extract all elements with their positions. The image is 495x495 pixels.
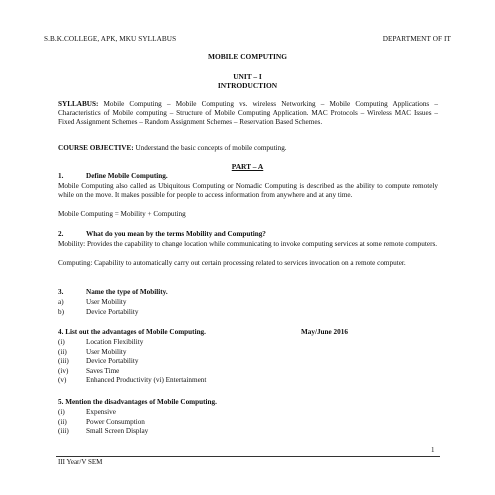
list-item: (iv) Saves Time (58, 366, 120, 375)
page-number: 1 (431, 446, 435, 454)
document-title: MOBILE COMPUTING (207, 52, 288, 61)
question-2-number: 2. (58, 230, 64, 238)
question-2-mobility: Mobility: Provides the capability to change location while communicating to invoke computing services at some remote computers. (58, 240, 438, 248)
list-item: (i) Expensive (58, 408, 116, 416)
question-2-title: What do you mean by the terms Mobility and Computing? (86, 230, 266, 238)
question-4-date: May/June 2016 (301, 328, 348, 336)
question-1-heading (58, 172, 438, 180)
question-5-heading (58, 398, 438, 406)
question-3-list (58, 298, 139, 317)
objective-label: COURSE OBJECTIVE: (58, 144, 134, 152)
list-item: (v) Enhanced Productivity (vi) Entertainment (58, 376, 207, 385)
footer-year-semester: III Year/V SEM (58, 458, 103, 466)
question-1-number: 1. (58, 172, 64, 180)
question-1-formula: Mobile Computing = Mobility + Computing (58, 210, 186, 218)
syllabus-paragraph (58, 100, 438, 128)
question-4-list (58, 338, 206, 386)
question-3-number: 3. (58, 288, 64, 296)
question-3-title: Name the type of Mobility. (86, 288, 168, 296)
list-item: (i) Location Flexibility (58, 338, 144, 346)
question-1-answer: Mobile Computing also called as Ubiquitous Computing or Nomadic Computing is described as the ability to compute remotely while on the move. It makes possible for people to access information from anywhere and at any time. (58, 182, 438, 200)
question-4-title: 4. List out the advantages of Mobile Computing. (58, 328, 206, 336)
question-2-computing: Computing: Capability to automatically carry out certain processing related to services invocation on a remote computer. (58, 259, 406, 267)
list-item: (ii) Power Consumption (58, 417, 145, 426)
objective-paragraph (58, 144, 438, 153)
syllabus-text: Mobile Computing – Mobile Computing vs. wireless Networking – Mobile Computing Applications – Characteristics of Mobile computing – Structure of Mobile Computing Application. MAC Protocols – Wireless MAC Issues – Fixed Assignment Schemes – Random Assignment Schemes – Reservation Based Schemes. (58, 100, 438, 127)
objective-text: Understand the basic concepts of mobile computing. (133, 144, 287, 152)
list-item: a) User Mobility (58, 298, 127, 306)
header-department: DEPARTMENT OF IT (382, 35, 451, 43)
footer-divider (56, 456, 440, 457)
list-item: (iii) Device Portability (58, 357, 139, 366)
syllabus-label: SYLLABUS: (58, 100, 99, 108)
unit-title: INTRODUCTION (217, 81, 278, 90)
list-item: b) Device Portability (58, 307, 139, 316)
list-item: (ii) User Mobility (58, 347, 127, 356)
question-5-title: 5. Mention the disadvantages of Mobile Computing. (58, 398, 217, 406)
header-college: S.B.K.COLLEGE, APK, MKU SYLLABUS (44, 35, 177, 43)
unit-number: UNIT – I (233, 72, 262, 81)
question-4-heading (58, 328, 438, 336)
question-5-list (58, 408, 148, 437)
question-1-title: Define Mobile Computing. (86, 172, 168, 180)
part-heading: PART – A (231, 162, 264, 171)
question-2-heading (58, 230, 438, 238)
question-3-heading (58, 288, 438, 296)
list-item: (iii) Small Screen Display (58, 427, 149, 436)
